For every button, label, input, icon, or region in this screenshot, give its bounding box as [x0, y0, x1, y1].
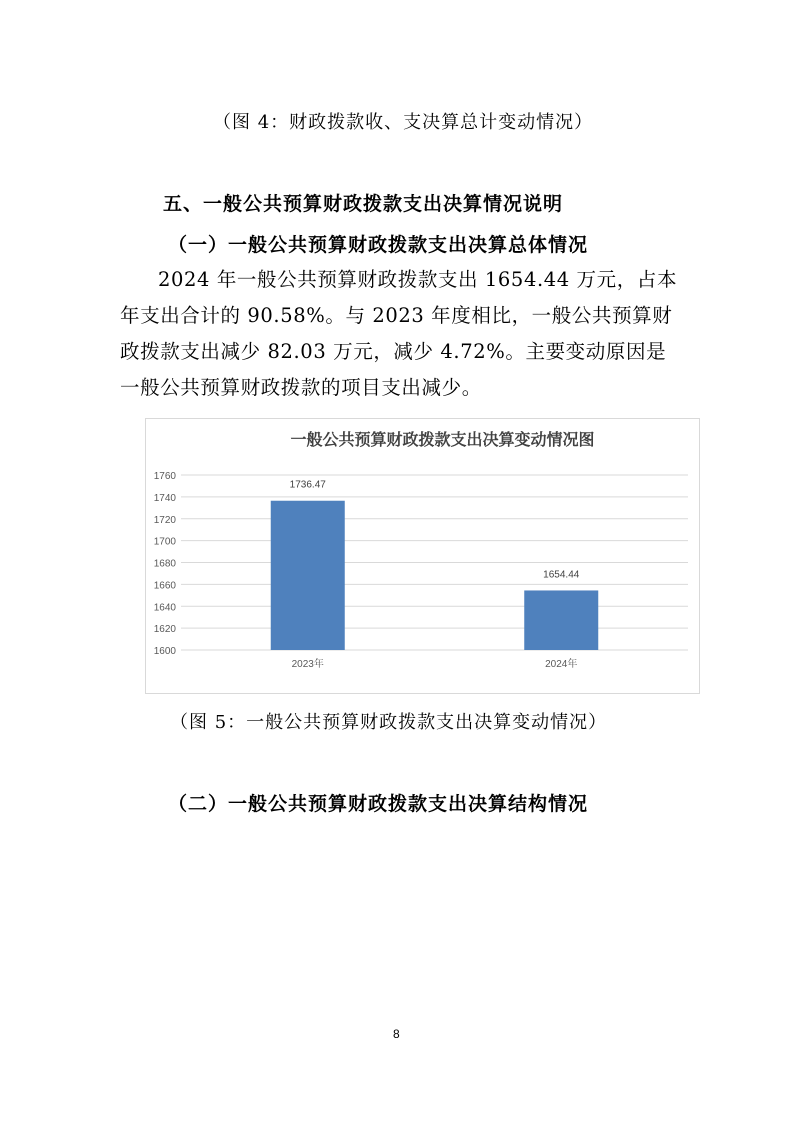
section-5-heading: 五、一般公共预算财政拨款支出决算情况说明 [163, 193, 564, 215]
y-tick-label: 1740 [153, 492, 176, 504]
figure-5-caption: （图 5：一般公共预算财政拨款支出决算变动情况） [170, 712, 608, 733]
page-number: 8 [393, 1027, 400, 1041]
chart-svg [146, 419, 699, 693]
subsection-2-heading: （二）一般公共预算财政拨款支出决算结构情况 [168, 793, 589, 815]
y-tick-label: 1700 [153, 536, 176, 548]
chart-title: 一般公共预算财政拨款支出决算变动情况图 [290, 430, 595, 449]
paragraph-line: 2024 年一般公共预算财政拨款支出 1654.44 万元，占本 [158, 268, 678, 291]
bar [524, 590, 598, 650]
data-label: 1654.44 [543, 569, 580, 581]
x-tick-label: 2023年 [291, 659, 324, 670]
data-label: 1736.47 [289, 479, 326, 491]
bar [271, 501, 345, 650]
figure-4-caption: （图 4：财政拨款收、支决算总计变动情况） [213, 112, 594, 133]
summary-paragraph [120, 262, 680, 406]
x-tick-label: 2024年 [545, 659, 578, 670]
y-tick-label: 1600 [153, 646, 176, 657]
y-tick-label: 1660 [153, 580, 176, 592]
subsection-1-heading: （一）一般公共预算财政拨款支出决算总体情况 [168, 234, 589, 256]
y-tick-label: 1620 [153, 624, 176, 636]
paragraph-line: 政拨款支出减少 82.03 万元，减少 4.72%。主要变动原因是 [120, 340, 667, 363]
y-tick-label: 1640 [153, 602, 176, 614]
expenditure-chart [145, 418, 700, 694]
y-tick-label: 1680 [153, 558, 176, 570]
paragraph-line: 年支出合计的 90.58%。与 2023 年度相比，一般公共预算财 [120, 304, 673, 327]
y-tick-label: 1720 [153, 514, 176, 526]
y-tick-label: 1760 [153, 471, 176, 482]
paragraph-line: 一般公共预算财政拨款的项目支出减少。 [120, 376, 482, 399]
